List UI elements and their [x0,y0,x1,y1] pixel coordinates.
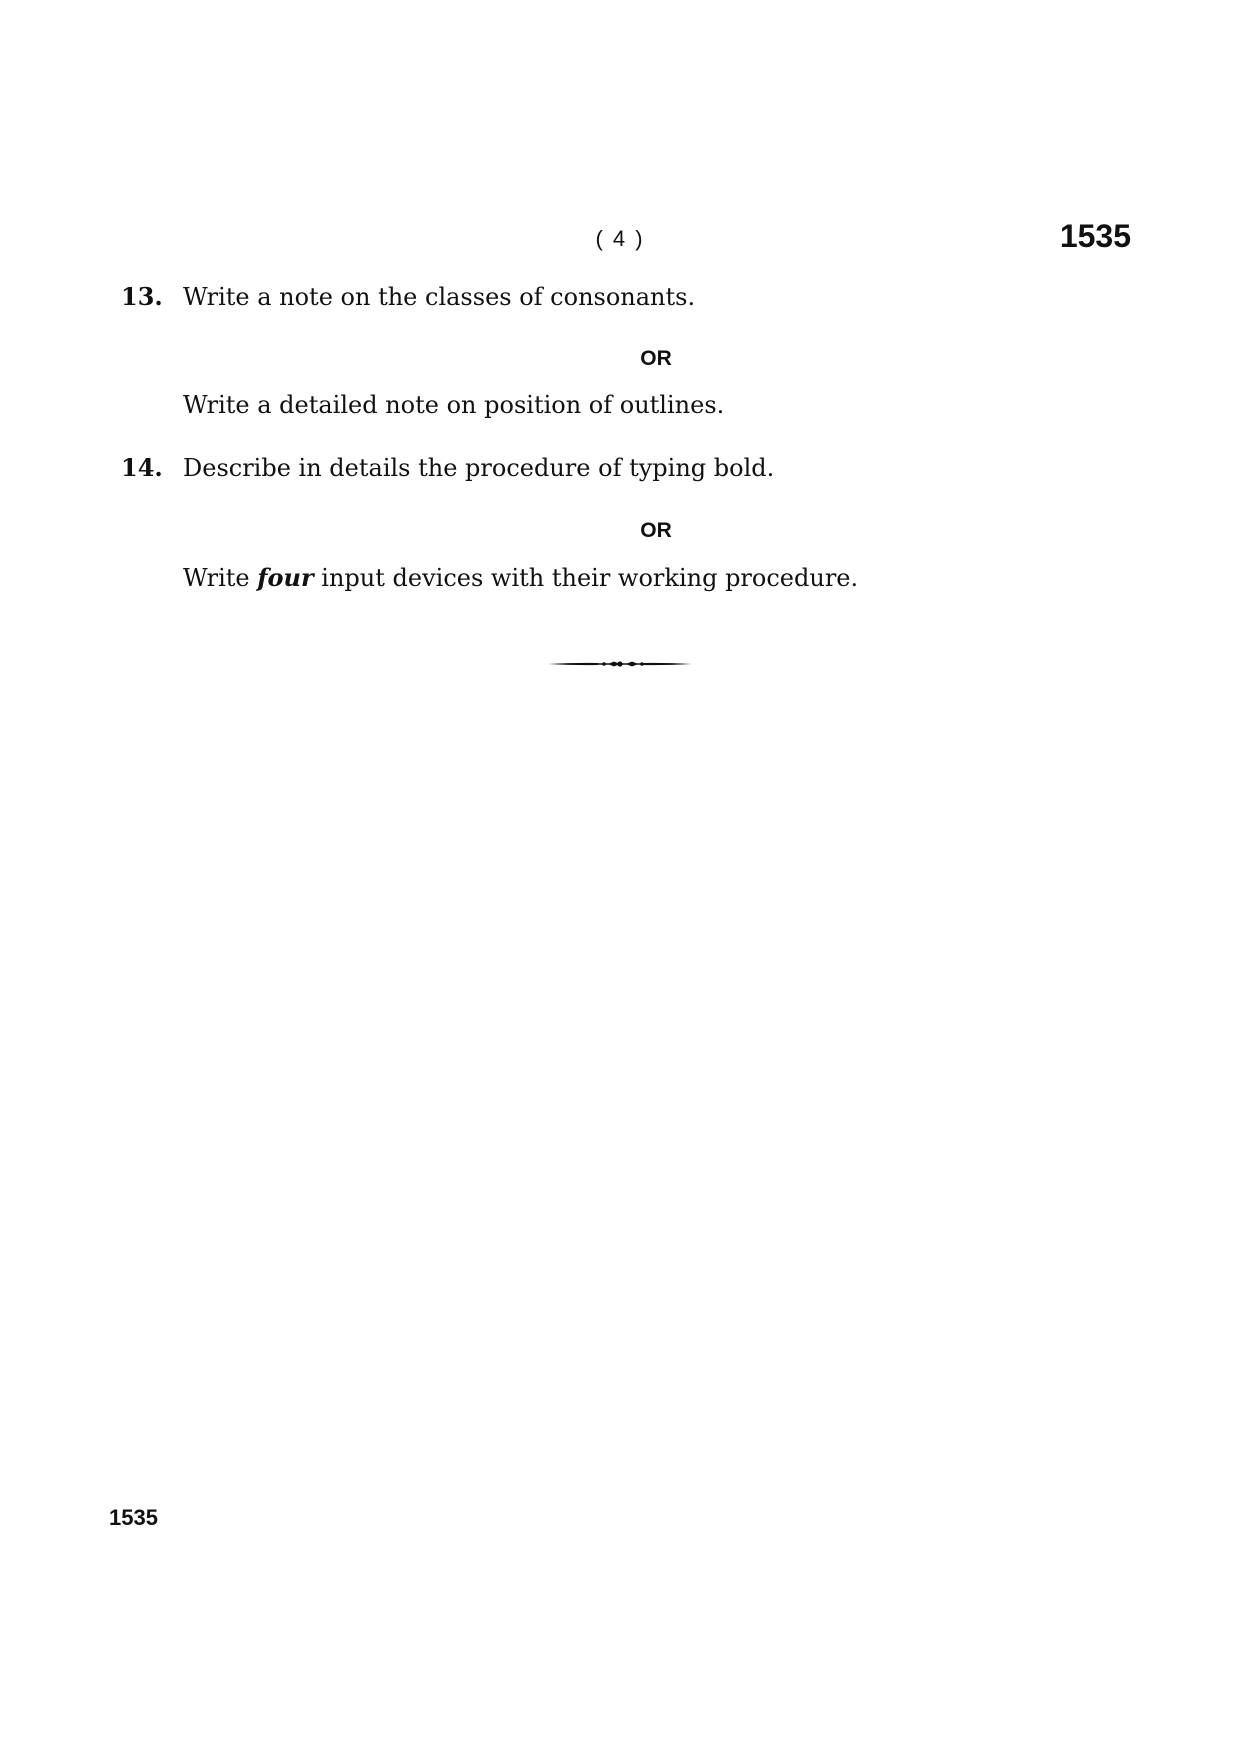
or-separator: OR [640,347,672,370]
emphasized-word: four [257,563,314,592]
paper-code-footer: 1535 [109,1505,158,1530]
question-alternative [183,563,858,593]
question-number: 14. [121,453,163,482]
alternative-text-end: input devices with their working procedure. [313,564,859,592]
question-number: 13. [121,282,163,311]
question-text: Write a note on the classes of consonants. [183,283,696,311]
or-separator: OR [640,519,672,542]
alternative-text-start: Write [183,564,258,592]
paper-code-header: 1535 [1059,218,1131,254]
page-number: ( 4 ) [595,226,645,251]
end-of-paper-ornament-icon [548,656,692,672]
question-alternative: Write a detailed note on position of outlines. [183,391,725,419]
question-text: Describe in details the procedure of typing bold. [183,454,775,482]
